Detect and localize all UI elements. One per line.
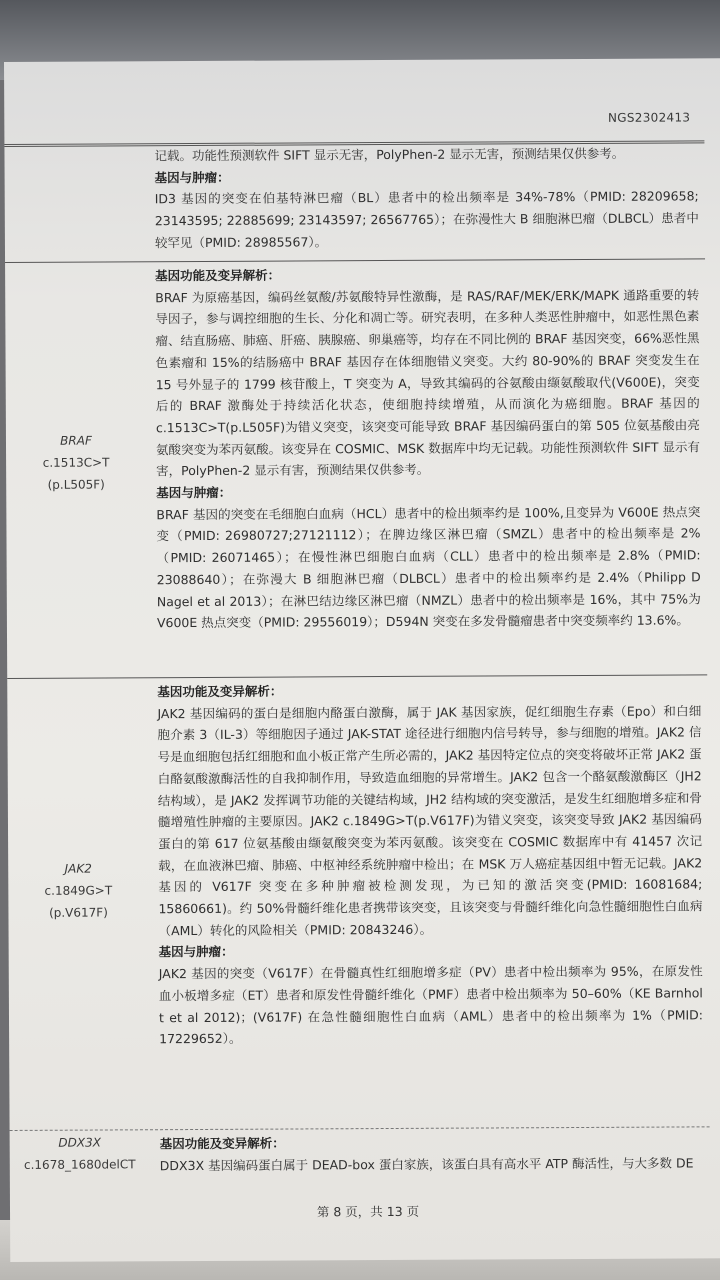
braf-variant-cell [6, 429, 146, 496]
jak2-cdna: c.1849G>T [44, 883, 113, 898]
braf-function-heading: 基因功能及变异解析： [155, 267, 281, 284]
document-page [4, 58, 720, 1262]
ddx3x-gene-name: DDX3X [58, 1135, 101, 1150]
ddx3x-variant-cell [10, 1131, 150, 1176]
id3-tumor-heading: 基因与肿瘤： [154, 169, 230, 185]
braf-section [155, 262, 701, 634]
jak2-protein: (p.V617F) [49, 905, 108, 920]
jak2-function-text: JAK2 基因编码的蛋白是细胞内酪蛋白激酶，属于 JAK 基因家族，促红细胞生存素（Epo）和白细胞介素 3（IL-3）等细胞因子通过 JAK-STAT 途径进行细胞内信号转导，参与细胞的增殖。JAK2 信号是血细胞包括红细胞和血小板正常产生所必需的，JAK2 基因特定位点的突变将破坏正常 JAK2 蛋白酪氨酸激酶活性的自我抑制作用，导致造血细胞的异常增生。JAK2 包含一个酪氨酸激酶区（JH2 结构域），是 JAK2 发挥调节功能的关键结构域，JH2 结构域的突变激活，是发生红细胞增多症和骨髓增殖性肿瘤的主要原因。JAK2 c.1849G>T(p.V617F)为错义突变，该突变导致 JAK2 基因编码蛋白的第 617 位氨基酸由缬氨酸突变为苯丙氨酸。该突变在 COSMIC 数据库中有 41457 次记载，在血液淋巴瘤、肺癌、中枢神经系统肿瘤中检出；在 MSK 万人癌症基因组中暂无记载。JAK2 基因的 V617F 突变在多种肿瘤被检测发现，为已知的激活突变(PMID: 16081684; 15860661)。约 50%骨髓纤维化患者携带该突变，且该突变与骨髓纤维化向急性髓细胞性白血病（AML）转化的风险相关（PMID: 20843246）。 [157, 703, 703, 938]
jak2-function-heading: 基因功能及变异解析： [157, 683, 283, 700]
document-id: NGS2302413 [607, 110, 691, 125]
jak2-gene-name: JAK2 [64, 861, 92, 876]
braf-tumor-heading: 基因与肿瘤： [156, 484, 232, 501]
jak2-tumor-heading: 基因与肿瘤： [158, 944, 234, 960]
jak2-variant-cell [8, 857, 148, 924]
id3-continued-text: 记载。功能性预测软件 SIFT 显示无害，PolyPhen-2 显示无害，预测结果仅供参考。 [154, 145, 625, 164]
ddx3x-function-heading: 基因功能及变异解析： [159, 1135, 285, 1152]
jak2-tumor-text: JAK2 基因的突变（V617F）在骨髓真性红细胞增多症（PV）患者中检出频率为 95%，在原发性血小板增多症（ET）患者和原发性骨髓纤维化（PMF）患者中检出频率为 50–60%（KE Barnhol t et al 2012)；(V617F) 在急性髓细胞性白血病（AML）患者中的检出频率为 1%（PMID: 17229652）。 [158, 963, 704, 1047]
id3-tumor-text: ID3 基因的突变在伯基特淋巴瘤（BL）患者中的检出频率是 34%-78%（PMID: 28209658; 23143595; 22885699; 23143597; 26567765）；在弥漫性大 B 细胞淋巴瘤（DLBCL）患者中较罕见（PMID: 28985567）。 [154, 188, 699, 251]
ddx3x-cdna: c.1678_1680delCT [23, 1157, 136, 1172]
ddx3x-section [160, 1130, 704, 1176]
braf-tumor-text: BRAF 基因的突变在毛细胞白血病（HCL）患者中的检出频率约是 100%,且变异为 V600E 热点突变（PMID: 26980727;27121112）；在脾边缘区淋巴瘤（SMZL）患者中的检出频率是 2%（PMID: 26071465）；在慢性淋巴细胞白血病（CLL）患者中的检出频率是 2.8%（PMID: 23088640）；在弥漫大 B 细胞淋巴瘤（DLBCL）患者中的检出频率约是 2.4%（Philipp D Nagel et al 2013）；在淋巴结边缘区淋巴瘤（NMZL）患者中的检出频率是 16%，其中 75%为 V600E 热点突变（PMID: 29556019）；D594N 突变在多发骨髓瘤患者中突变频率约 13.6%。 [156, 504, 701, 631]
braf-protein: (p.L505F) [47, 477, 105, 492]
braf-function-text: BRAF 为原癌基因，编码丝氨酸/苏氨酸特异性激酶，是 RAS/RAF/MEK/ERK/MAPK 通路重要的转导因子，参与调控细胞的生长、分化和凋亡等。研究表明，在多种人类恶性肿瘤中，如恶性黑色素瘤、结直肠癌、肺癌、肝癌、胰腺癌、卵巢癌等，均存在不同比例的 BRAF 基因突变，66%恶性黑色素瘤和 15%的结肠癌中 BRAF 基因存在体细胞错义突变。大约 80-90%的 BRAF 突变发生在 15 号外显子的 1799 核苷酸上，T 突变为 A，导致其编码的谷氨酸由缬氨酸取代(V600E)，突变后的 BRAF 激酶处于持续活化状态，使细胞持续增殖，从而演化为癌细胞。BRAF 基因的 c.1513C>T(p.L505F)为错义突变，该突变可能导致 BRAF 基因编码蛋白的第 505 位氨基酸由亮氨酸突变为苯丙氨酸。该变异在 COSMIC、MSK 数据库中均无记载。功能性预测软件 SIFT 显示有害，PolyPhen-2 显示有害，预测结果仅供参考。 [155, 287, 701, 479]
id3-section [154, 142, 699, 253]
page-number: 第 8 页，共 13 页 [316, 1203, 420, 1220]
jak2-section [157, 678, 703, 1050]
braf-cdna: c.1513C>T [42, 455, 110, 470]
ddx3x-function-text: DDX3X 基因编码蛋白属于 DEAD-box 蛋白家族，该蛋白具有高水平 ATP 酶活性，与大多数 DE [159, 1155, 694, 1173]
braf-gene-name: BRAF [60, 433, 92, 448]
